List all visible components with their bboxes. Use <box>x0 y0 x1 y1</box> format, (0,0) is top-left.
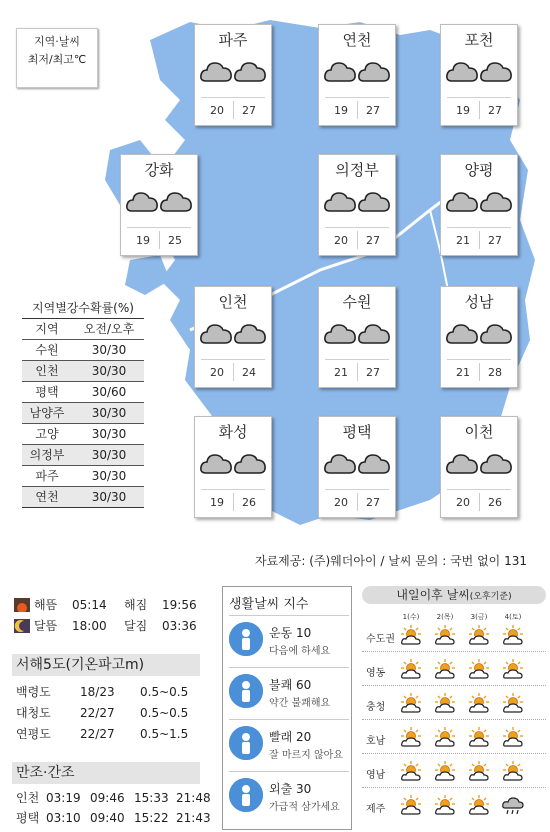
map-legend <box>16 28 98 88</box>
city-name: 포천 <box>464 31 494 49</box>
city-name: 이천 <box>464 423 494 441</box>
temp-high: 26 <box>242 496 256 509</box>
city-card <box>440 416 518 518</box>
rain-row <box>22 465 144 486</box>
rain-cloud-icon <box>502 794 524 816</box>
city-card <box>194 416 272 518</box>
weather-icons <box>323 185 391 221</box>
forecast-title-note: (오후기준) <box>469 592 512 602</box>
sun-cloud-icon <box>502 726 524 748</box>
weather-icons <box>125 185 193 221</box>
cloudy-icon <box>233 317 267 349</box>
weather-icons <box>323 447 391 483</box>
life-index-name: 빨래 20 <box>269 730 312 744</box>
temp-high: 27 <box>488 234 502 247</box>
sun-cloud-icon <box>400 760 422 782</box>
life-index-desc: 가급적 삼가세요 <box>269 802 340 813</box>
sun-cloud-icon <box>400 794 422 816</box>
life-index-desc: 약간 불쾌해요 <box>269 698 331 709</box>
life-index-item <box>229 667 349 716</box>
city-temps <box>447 97 511 122</box>
sun-cloud-icon <box>434 624 456 646</box>
tide-time-4: 21:43 <box>176 811 211 825</box>
temp-high: 27 <box>366 496 380 509</box>
cloudy-icon <box>479 447 513 479</box>
cloudy-icon <box>159 185 193 217</box>
cloudy-icon <box>233 447 267 479</box>
weather-icons <box>199 317 267 353</box>
tide-row <box>16 788 216 808</box>
temp-low: 20 <box>456 496 470 509</box>
tide-time-1: 03:19 <box>46 791 81 805</box>
temp-high: 27 <box>366 104 380 117</box>
city-name: 의정부 <box>335 161 379 179</box>
sea-row <box>16 703 206 723</box>
temp-high: 27 <box>366 366 380 379</box>
city-temps <box>127 227 191 252</box>
city-card <box>440 24 518 126</box>
sun-cloud-icon <box>400 658 422 680</box>
rain-region: 남양주 <box>29 406 65 420</box>
cloudy-icon <box>357 447 391 479</box>
cloudy-icon <box>233 55 267 87</box>
temp-high: 27 <box>242 104 256 117</box>
sun-cloud-icon <box>502 760 524 782</box>
forecast-title <box>362 586 546 604</box>
city-card <box>318 154 396 256</box>
rain-table-title: 지역별강수확률(%) <box>32 301 134 315</box>
life-index-desc: 잘 마르지 않아요 <box>269 750 343 761</box>
sun-cloud-icon <box>434 726 456 748</box>
city-name: 인천 <box>218 293 248 311</box>
cloudy-icon <box>125 185 159 217</box>
rain-region: 고양 <box>35 427 59 441</box>
rain-value: 30/30 <box>91 406 127 420</box>
sun-times <box>14 595 214 615</box>
forecast-region: 호남 <box>366 736 386 747</box>
cloudy-icon <box>479 317 513 349</box>
weather-icons <box>445 185 513 221</box>
city-card <box>318 416 396 518</box>
temp-low: 19 <box>210 496 224 509</box>
sunrise-time: 05:14 <box>72 598 107 612</box>
tide-row <box>16 808 216 828</box>
temp-low: 21 <box>456 366 470 379</box>
rain-value: 30/30 <box>91 427 127 441</box>
tide-time-3: 15:33 <box>134 791 169 805</box>
city-card <box>194 24 272 126</box>
sun-cloud-icon <box>468 726 490 748</box>
cloudy-icon <box>445 317 479 349</box>
city-card <box>194 286 272 388</box>
cloudy-icon <box>323 55 357 87</box>
rain-value: 30/30 <box>91 364 127 378</box>
rain-region: 연천 <box>35 490 59 504</box>
rain-header-value: 오전/오후 <box>83 322 135 336</box>
city-name: 강화 <box>144 161 174 179</box>
cloudy-icon <box>445 185 479 217</box>
rain-row <box>22 486 144 507</box>
rain-region: 파주 <box>35 469 59 483</box>
cloudy-icon <box>323 447 357 479</box>
city-temps <box>201 359 265 384</box>
weather-icons <box>323 317 391 353</box>
city-temps <box>325 489 389 514</box>
tide-time-1: 03:10 <box>46 811 81 825</box>
rain-row <box>22 339 144 360</box>
sea-wave: 0.5~1.5 <box>140 727 189 741</box>
sea-row <box>16 682 206 702</box>
cloudy-icon <box>199 447 233 479</box>
forecast-divider <box>362 719 546 721</box>
sea-station: 백령도 <box>16 685 51 699</box>
forecast-title-text: 내일이후 날씨 <box>396 588 470 602</box>
forecast-region: 수도권 <box>366 634 395 645</box>
tide-time-3: 15:22 <box>134 811 169 825</box>
cloudy-icon <box>357 317 391 349</box>
life-index-item <box>229 719 349 768</box>
rain-value: 30/30 <box>91 343 127 357</box>
cloudy-icon <box>445 55 479 87</box>
sea-temp: 22/27 <box>80 727 115 741</box>
rain-row <box>22 360 144 381</box>
temp-low: 20 <box>334 496 348 509</box>
discomfort-icon <box>229 674 263 708</box>
sun-cloud-icon <box>468 624 490 646</box>
rain-row <box>22 402 144 423</box>
city-card <box>440 154 518 256</box>
sun-cloud-icon <box>434 658 456 680</box>
temp-high: 27 <box>488 104 502 117</box>
cloudy-icon <box>445 447 479 479</box>
moonrise-icon <box>14 619 30 633</box>
temp-high: 26 <box>488 496 502 509</box>
life-index-desc: 다음에 하세요 <box>269 646 331 657</box>
rain-row <box>22 381 144 402</box>
sea-temp: 22/27 <box>80 706 115 720</box>
sun-cloud-icon <box>400 624 422 646</box>
cloudy-icon <box>479 55 513 87</box>
sun-cloud-icon <box>502 658 524 680</box>
sun-cloud-icon <box>434 760 456 782</box>
tide-station: 인천 <box>16 791 40 805</box>
legend-title: 지역·날씨 <box>33 35 80 48</box>
sun-cloud-icon <box>400 726 422 748</box>
outing-icon <box>229 778 263 812</box>
cloudy-icon <box>323 185 357 217</box>
tide-station: 평택 <box>16 811 40 825</box>
city-temps <box>201 97 265 122</box>
rain-value: 30/30 <box>91 490 127 504</box>
cloudy-icon <box>199 55 233 87</box>
temp-low: 21 <box>334 366 348 379</box>
sun-cloud-icon <box>434 794 456 816</box>
sun-cloud-icon <box>468 658 490 680</box>
rain-row <box>22 444 144 465</box>
sea-station: 연평도 <box>16 727 51 741</box>
life-index-panel <box>222 586 352 830</box>
rain-probability-table <box>22 298 144 508</box>
sea-temp: 18/23 <box>80 685 115 699</box>
tide-title: 만조·간조 <box>12 762 200 784</box>
forecast-day: 3(금) <box>470 613 488 621</box>
city-temps <box>447 227 511 252</box>
city-name: 연천 <box>342 31 372 49</box>
sea-wave: 0.5~0.5 <box>140 685 189 699</box>
sun-cloud-icon <box>468 760 490 782</box>
forecast-divider <box>362 651 546 653</box>
forecast-day: 4(토) <box>504 613 522 621</box>
sun-cloud-icon <box>502 692 524 714</box>
forecast-panel <box>362 586 546 830</box>
weather-icons <box>445 447 513 483</box>
weather-icons <box>445 55 513 91</box>
temp-high: 24 <box>242 366 256 379</box>
temp-high: 25 <box>168 234 182 247</box>
moonset-time: 03:36 <box>162 619 197 633</box>
city-temps <box>325 359 389 384</box>
rain-row <box>22 423 144 444</box>
rain-value: 30/30 <box>91 448 127 462</box>
moonrise-label: 달뜸 <box>34 619 58 633</box>
city-temps <box>447 489 511 514</box>
life-index-title: 생활날씨 지수 <box>229 597 309 612</box>
weather-icons <box>199 55 267 91</box>
forecast-divider <box>362 787 546 789</box>
temp-low: 19 <box>136 234 150 247</box>
data-source: 자료제공: (주)웨더아이 / 날씨 문의 : 국번 없이 131 <box>255 554 527 568</box>
moon-times <box>14 616 214 636</box>
rain-region: 수원 <box>35 343 59 357</box>
tide-time-4: 21:48 <box>176 791 211 805</box>
temp-high: 28 <box>488 366 502 379</box>
sun-cloud-icon <box>502 624 524 646</box>
life-index-name: 운동 10 <box>269 626 312 640</box>
forecast-region: 충청 <box>366 702 386 713</box>
soccer-icon <box>229 622 263 656</box>
city-name: 성남 <box>464 293 494 311</box>
temp-low: 20 <box>334 234 348 247</box>
sea-wave: 0.5~0.5 <box>140 706 189 720</box>
moonrise-time: 18:00 <box>72 619 107 633</box>
tide-time-2: 09:46 <box>90 791 125 805</box>
city-temps <box>201 489 265 514</box>
sunrise-label: 해뜸 <box>34 598 58 612</box>
rain-region: 인천 <box>35 364 59 378</box>
temp-low: 21 <box>456 234 470 247</box>
sea-title: 서해5도(기온파고m) <box>12 654 200 676</box>
temp-low: 20 <box>210 366 224 379</box>
sunset-time: 19:56 <box>162 598 197 612</box>
life-index-item <box>229 771 349 820</box>
city-card <box>318 24 396 126</box>
sea-station: 대청도 <box>16 706 51 720</box>
temp-low: 19 <box>334 104 348 117</box>
city-temps <box>447 359 511 384</box>
rain-table-header <box>22 318 144 339</box>
life-index-name: 외출 30 <box>269 782 312 796</box>
sun-cloud-icon <box>434 692 456 714</box>
city-card <box>318 286 396 388</box>
city-temps <box>325 97 389 122</box>
city-name: 화성 <box>218 423 248 441</box>
rain-header-region: 지역 <box>35 322 59 336</box>
temp-low: 20 <box>210 104 224 117</box>
forecast-divider <box>362 753 546 755</box>
rain-value: 30/30 <box>91 469 127 483</box>
weather-icons <box>199 447 267 483</box>
life-index-name: 불쾌 60 <box>269 678 312 692</box>
forecast-region: 영동 <box>366 668 386 679</box>
city-temps <box>325 227 389 252</box>
rain-region: 평택 <box>35 385 59 399</box>
cloudy-icon <box>199 317 233 349</box>
rain-value: 30/60 <box>91 385 127 399</box>
cloudy-icon <box>357 55 391 87</box>
legend-unit: 최저/최고℃ <box>27 53 87 66</box>
moonset-label: 달짐 <box>124 619 148 633</box>
forecast-region: 제주 <box>366 804 386 815</box>
sun-cloud-icon <box>468 692 490 714</box>
forecast-day: 1(수) <box>402 613 420 621</box>
temp-high: 27 <box>366 234 380 247</box>
sea-row <box>16 724 206 744</box>
city-name: 평택 <box>342 423 372 441</box>
forecast-divider <box>362 685 546 687</box>
sunrise-icon <box>14 598 30 612</box>
tide-time-2: 09:40 <box>90 811 125 825</box>
sun-cloud-icon <box>400 692 422 714</box>
rain-region: 의정부 <box>29 448 65 462</box>
city-name: 양평 <box>464 161 494 179</box>
city-card <box>120 154 198 256</box>
weather-icons <box>445 317 513 353</box>
cloudy-icon <box>323 317 357 349</box>
weather-icons <box>323 55 391 91</box>
island-shape <box>125 255 170 295</box>
temp-low: 19 <box>456 104 470 117</box>
forecast-region: 영남 <box>366 770 386 781</box>
city-name: 파주 <box>218 31 248 49</box>
sun-cloud-icon <box>468 794 490 816</box>
city-name: 수원 <box>342 293 372 311</box>
cloudy-icon <box>479 185 513 217</box>
laundry-icon <box>229 726 263 760</box>
sunset-label: 해짐 <box>124 598 148 612</box>
cloudy-icon <box>357 185 391 217</box>
forecast-day: 2(목) <box>436 613 454 621</box>
life-index-item <box>229 615 349 664</box>
city-card <box>440 286 518 388</box>
